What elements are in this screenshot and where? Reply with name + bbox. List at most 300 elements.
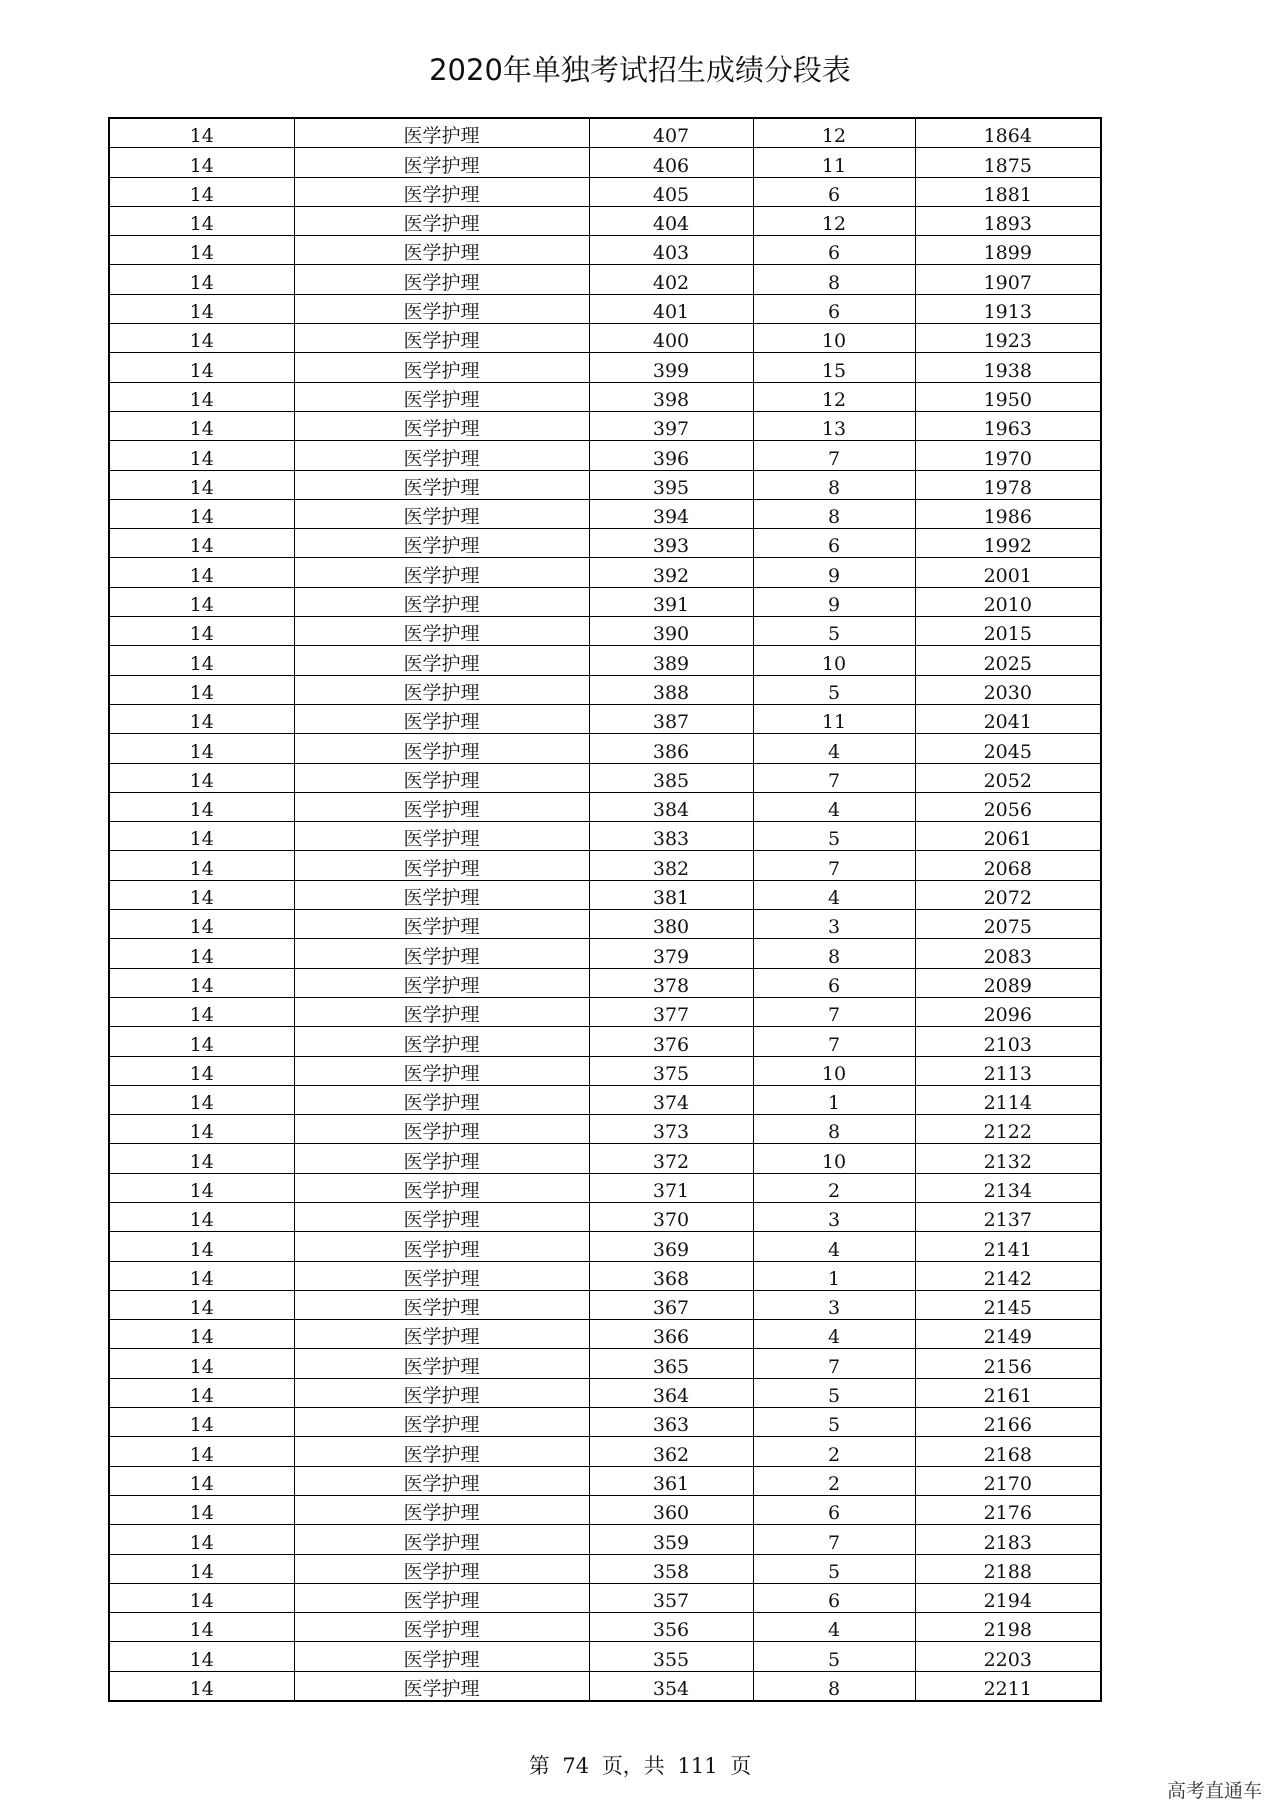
cumulative-cell: 1963 (915, 411, 1101, 440)
count-cell: 1 (753, 1085, 915, 1114)
count-cell: 9 (753, 587, 915, 616)
category-cell: 14 (109, 1349, 294, 1378)
category-cell: 14 (109, 1115, 294, 1144)
count-cell: 10 (753, 1144, 915, 1173)
count-cell: 6 (753, 968, 915, 997)
category-cell: 14 (109, 1232, 294, 1261)
score-cell: 355 (589, 1642, 753, 1671)
major-cell: 医学护理 (294, 411, 589, 440)
major-cell: 医学护理 (294, 1613, 589, 1642)
count-cell: 7 (753, 851, 915, 880)
count-cell: 4 (753, 734, 915, 763)
score-cell: 406 (589, 148, 753, 177)
cumulative-cell: 2188 (915, 1554, 1101, 1583)
category-cell: 14 (109, 968, 294, 997)
footer-page-suffix: 页 (730, 1754, 752, 1778)
category-cell: 14 (109, 617, 294, 646)
score-cell: 398 (589, 382, 753, 411)
cumulative-cell: 2089 (915, 968, 1101, 997)
count-cell: 12 (753, 382, 915, 411)
table-row (109, 206, 1101, 235)
table-row (109, 1232, 1101, 1261)
cumulative-cell: 2068 (915, 851, 1101, 880)
score-cell: 364 (589, 1378, 753, 1407)
category-cell: 14 (109, 880, 294, 909)
count-cell: 3 (753, 1290, 915, 1319)
count-cell: 4 (753, 1320, 915, 1349)
category-cell: 14 (109, 1056, 294, 1085)
count-cell: 6 (753, 1495, 915, 1524)
major-cell: 医学护理 (294, 1290, 589, 1319)
major-cell: 医学护理 (294, 1378, 589, 1407)
count-cell: 10 (753, 1056, 915, 1085)
cumulative-cell: 2134 (915, 1173, 1101, 1202)
category-cell: 14 (109, 1173, 294, 1202)
category-cell: 14 (109, 1437, 294, 1466)
cumulative-cell: 2168 (915, 1437, 1101, 1466)
page-footer (0, 1750, 1280, 1780)
category-cell: 14 (109, 470, 294, 499)
category-cell: 14 (109, 1583, 294, 1612)
category-cell: 14 (109, 939, 294, 968)
table-row (109, 236, 1101, 265)
cumulative-cell: 2203 (915, 1642, 1101, 1671)
score-cell: 371 (589, 1173, 753, 1202)
score-cell: 395 (589, 470, 753, 499)
cumulative-cell: 2161 (915, 1378, 1101, 1407)
count-cell: 8 (753, 265, 915, 294)
major-cell: 医学护理 (294, 1232, 589, 1261)
score-cell: 385 (589, 763, 753, 792)
count-cell: 2 (753, 1466, 915, 1495)
count-cell: 8 (753, 1671, 915, 1701)
major-cell: 医学护理 (294, 1437, 589, 1466)
category-cell: 14 (109, 734, 294, 763)
score-cell: 384 (589, 792, 753, 821)
cumulative-cell: 1899 (915, 236, 1101, 265)
score-cell: 362 (589, 1437, 753, 1466)
major-cell: 医学护理 (294, 1144, 589, 1173)
count-cell: 7 (753, 997, 915, 1026)
major-cell: 医学护理 (294, 792, 589, 821)
score-cell: 390 (589, 617, 753, 646)
cumulative-cell: 2061 (915, 822, 1101, 851)
major-cell: 医学护理 (294, 1027, 589, 1056)
table-row (109, 675, 1101, 704)
count-cell: 6 (753, 236, 915, 265)
major-cell: 医学护理 (294, 529, 589, 558)
table-row (109, 792, 1101, 821)
count-cell: 6 (753, 1583, 915, 1612)
major-cell: 医学护理 (294, 1202, 589, 1231)
major-cell: 医学护理 (294, 968, 589, 997)
cumulative-cell: 2025 (915, 646, 1101, 675)
table-row (109, 763, 1101, 792)
major-cell: 医学护理 (294, 1173, 589, 1202)
category-cell: 14 (109, 499, 294, 528)
table-row (109, 1115, 1101, 1144)
category-cell: 14 (109, 822, 294, 851)
count-cell: 8 (753, 499, 915, 528)
category-cell: 14 (109, 646, 294, 675)
cumulative-cell: 1978 (915, 470, 1101, 499)
cumulative-cell: 2211 (915, 1671, 1101, 1701)
category-cell: 14 (109, 177, 294, 206)
major-cell: 医学护理 (294, 324, 589, 353)
table-row (109, 587, 1101, 616)
cumulative-cell: 1893 (915, 206, 1101, 235)
category-cell: 14 (109, 1613, 294, 1642)
score-cell: 373 (589, 1115, 753, 1144)
table-row (109, 880, 1101, 909)
count-cell: 7 (753, 1027, 915, 1056)
category-cell: 14 (109, 763, 294, 792)
major-cell: 医学护理 (294, 294, 589, 323)
count-cell: 4 (753, 1232, 915, 1261)
cumulative-cell: 1881 (915, 177, 1101, 206)
category-cell: 14 (109, 265, 294, 294)
score-cell: 383 (589, 822, 753, 851)
cumulative-cell: 2103 (915, 1027, 1101, 1056)
category-cell: 14 (109, 792, 294, 821)
major-cell: 医学护理 (294, 177, 589, 206)
count-cell: 5 (753, 617, 915, 646)
count-cell: 15 (753, 353, 915, 382)
major-cell: 医学护理 (294, 1495, 589, 1524)
major-cell: 医学护理 (294, 1642, 589, 1671)
count-cell: 7 (753, 1349, 915, 1378)
score-cell: 380 (589, 910, 753, 939)
major-cell: 医学护理 (294, 1466, 589, 1495)
score-cell: 400 (589, 324, 753, 353)
count-cell: 6 (753, 177, 915, 206)
major-cell: 医学护理 (294, 1056, 589, 1085)
cumulative-cell: 1923 (915, 324, 1101, 353)
table-row (109, 1583, 1101, 1612)
count-cell: 5 (753, 675, 915, 704)
category-cell: 14 (109, 1525, 294, 1554)
count-cell: 6 (753, 529, 915, 558)
table-row (109, 968, 1101, 997)
cumulative-cell: 2056 (915, 792, 1101, 821)
category-cell: 14 (109, 324, 294, 353)
category-cell: 14 (109, 148, 294, 177)
score-cell: 394 (589, 499, 753, 528)
category-cell: 14 (109, 675, 294, 704)
count-cell: 5 (753, 1378, 915, 1407)
major-cell: 医学护理 (294, 470, 589, 499)
score-cell: 391 (589, 587, 753, 616)
table-row (109, 294, 1101, 323)
category-cell: 14 (109, 118, 294, 148)
footer-page-prefix: 第 (528, 1754, 550, 1778)
cumulative-cell: 2132 (915, 1144, 1101, 1173)
score-cell: 354 (589, 1671, 753, 1701)
count-cell: 5 (753, 1642, 915, 1671)
count-cell: 3 (753, 910, 915, 939)
count-cell: 6 (753, 294, 915, 323)
count-cell: 2 (753, 1173, 915, 1202)
major-cell: 医学护理 (294, 1349, 589, 1378)
category-cell: 14 (109, 558, 294, 587)
cumulative-cell: 1986 (915, 499, 1101, 528)
major-cell: 医学护理 (294, 148, 589, 177)
table-row (109, 118, 1101, 148)
table-row (109, 353, 1101, 382)
major-cell: 医学护理 (294, 587, 589, 616)
score-cell: 402 (589, 265, 753, 294)
major-cell: 医学护理 (294, 851, 589, 880)
major-cell: 医学护理 (294, 617, 589, 646)
major-cell: 医学护理 (294, 1261, 589, 1290)
count-cell: 4 (753, 1613, 915, 1642)
cumulative-cell: 2113 (915, 1056, 1101, 1085)
cumulative-cell: 1864 (915, 118, 1101, 148)
score-cell: 401 (589, 294, 753, 323)
major-cell: 医学护理 (294, 822, 589, 851)
table-row (109, 382, 1101, 411)
count-cell: 9 (753, 558, 915, 587)
score-table (108, 117, 1102, 1702)
count-cell: 5 (753, 822, 915, 851)
score-cell: 378 (589, 968, 753, 997)
table-row (109, 1349, 1101, 1378)
table-row (109, 529, 1101, 558)
score-cell: 382 (589, 851, 753, 880)
cumulative-cell: 2072 (915, 880, 1101, 909)
score-cell: 403 (589, 236, 753, 265)
major-cell: 医学护理 (294, 1525, 589, 1554)
score-cell: 365 (589, 1349, 753, 1378)
cumulative-cell: 2149 (915, 1320, 1101, 1349)
table-row (109, 441, 1101, 470)
score-cell: 393 (589, 529, 753, 558)
score-cell: 374 (589, 1085, 753, 1114)
count-cell: 12 (753, 118, 915, 148)
cumulative-cell: 2176 (915, 1495, 1101, 1524)
score-cell: 372 (589, 1144, 753, 1173)
major-cell: 医学护理 (294, 646, 589, 675)
category-cell: 14 (109, 587, 294, 616)
cumulative-cell: 2183 (915, 1525, 1101, 1554)
table-row (109, 1202, 1101, 1231)
score-cell: 357 (589, 1583, 753, 1612)
count-cell: 7 (753, 763, 915, 792)
major-cell: 医学护理 (294, 704, 589, 733)
table-row (109, 851, 1101, 880)
table-row (109, 1173, 1101, 1202)
footer-page-separator: 页，共 (601, 1754, 665, 1778)
category-cell: 14 (109, 851, 294, 880)
table-row (109, 1378, 1101, 1407)
cumulative-cell: 2083 (915, 939, 1101, 968)
major-cell: 医学护理 (294, 1085, 589, 1114)
table-row (109, 1642, 1101, 1671)
table-row (109, 1437, 1101, 1466)
table-row (109, 1554, 1101, 1583)
category-cell: 14 (109, 1408, 294, 1437)
cumulative-cell: 1992 (915, 529, 1101, 558)
major-cell: 医学护理 (294, 910, 589, 939)
cumulative-cell: 2194 (915, 1583, 1101, 1612)
major-cell: 医学护理 (294, 499, 589, 528)
major-cell: 医学护理 (294, 558, 589, 587)
footer-total-pages: 111 (677, 1754, 718, 1778)
cumulative-cell: 2122 (915, 1115, 1101, 1144)
major-cell: 医学护理 (294, 1671, 589, 1701)
cumulative-cell: 2010 (915, 587, 1101, 616)
score-cell: 358 (589, 1554, 753, 1583)
category-cell: 14 (109, 1671, 294, 1701)
category-cell: 14 (109, 910, 294, 939)
table-row (109, 1085, 1101, 1114)
category-cell: 14 (109, 1554, 294, 1583)
table-row (109, 734, 1101, 763)
score-cell: 370 (589, 1202, 753, 1231)
table-row (109, 646, 1101, 675)
table-row (109, 617, 1101, 646)
table-row (109, 910, 1101, 939)
table-row (109, 1525, 1101, 1554)
score-cell: 387 (589, 704, 753, 733)
table-row (109, 411, 1101, 440)
score-cell: 376 (589, 1027, 753, 1056)
category-cell: 14 (109, 1261, 294, 1290)
count-cell: 7 (753, 1525, 915, 1554)
cumulative-cell: 2141 (915, 1232, 1101, 1261)
cumulative-cell: 2041 (915, 704, 1101, 733)
count-cell: 4 (753, 792, 915, 821)
table-row (109, 1408, 1101, 1437)
score-cell: 367 (589, 1290, 753, 1319)
table-row (109, 1290, 1101, 1319)
table-row (109, 997, 1101, 1026)
major-cell: 医学护理 (294, 763, 589, 792)
score-cell: 377 (589, 997, 753, 1026)
cumulative-cell: 2170 (915, 1466, 1101, 1495)
table-row (109, 1056, 1101, 1085)
cumulative-cell: 1970 (915, 441, 1101, 470)
cumulative-cell: 2145 (915, 1290, 1101, 1319)
category-cell: 14 (109, 294, 294, 323)
score-cell: 381 (589, 880, 753, 909)
cumulative-cell: 1913 (915, 294, 1101, 323)
table-row (109, 1495, 1101, 1524)
major-cell: 医学护理 (294, 1583, 589, 1612)
table-row (109, 324, 1101, 353)
major-cell: 医学护理 (294, 441, 589, 470)
count-cell: 1 (753, 1261, 915, 1290)
major-cell: 医学护理 (294, 1408, 589, 1437)
category-cell: 14 (109, 704, 294, 733)
table-row (109, 558, 1101, 587)
score-cell: 361 (589, 1466, 753, 1495)
category-cell: 14 (109, 1320, 294, 1349)
count-cell: 12 (753, 206, 915, 235)
score-cell: 396 (589, 441, 753, 470)
cumulative-cell: 1938 (915, 353, 1101, 382)
score-cell: 368 (589, 1261, 753, 1290)
score-cell: 405 (589, 177, 753, 206)
score-cell: 366 (589, 1320, 753, 1349)
cumulative-cell: 1950 (915, 382, 1101, 411)
count-cell: 10 (753, 324, 915, 353)
table-body (109, 118, 1101, 1701)
major-cell: 医学护理 (294, 675, 589, 704)
count-cell: 11 (753, 148, 915, 177)
score-cell: 389 (589, 646, 753, 675)
score-cell: 356 (589, 1613, 753, 1642)
category-cell: 14 (109, 1642, 294, 1671)
score-cell: 404 (589, 206, 753, 235)
table-row (109, 1671, 1101, 1701)
score-cell: 386 (589, 734, 753, 763)
cumulative-cell: 2166 (915, 1408, 1101, 1437)
table-row (109, 1466, 1101, 1495)
cumulative-cell: 2198 (915, 1613, 1101, 1642)
major-cell: 医学护理 (294, 382, 589, 411)
table-row (109, 1144, 1101, 1173)
count-cell: 7 (753, 441, 915, 470)
table-row (109, 470, 1101, 499)
table-row (109, 265, 1101, 294)
count-cell: 13 (753, 411, 915, 440)
table-row (109, 177, 1101, 206)
score-cell: 363 (589, 1408, 753, 1437)
major-cell: 医学护理 (294, 1554, 589, 1583)
major-cell: 医学护理 (294, 1320, 589, 1349)
table-row (109, 939, 1101, 968)
category-cell: 14 (109, 1495, 294, 1524)
table-row (109, 148, 1101, 177)
table-row (109, 704, 1101, 733)
cumulative-cell: 2075 (915, 910, 1101, 939)
category-cell: 14 (109, 236, 294, 265)
count-cell: 3 (753, 1202, 915, 1231)
score-cell: 360 (589, 1495, 753, 1524)
count-cell: 5 (753, 1554, 915, 1583)
category-cell: 14 (109, 1085, 294, 1114)
major-cell: 医学护理 (294, 997, 589, 1026)
table-row (109, 822, 1101, 851)
category-cell: 14 (109, 529, 294, 558)
cumulative-cell: 2045 (915, 734, 1101, 763)
cumulative-cell: 2142 (915, 1261, 1101, 1290)
category-cell: 14 (109, 1144, 294, 1173)
category-cell: 14 (109, 1378, 294, 1407)
cumulative-cell: 2096 (915, 997, 1101, 1026)
category-cell: 14 (109, 1466, 294, 1495)
major-cell: 医学护理 (294, 353, 589, 382)
score-cell: 388 (589, 675, 753, 704)
score-cell: 399 (589, 353, 753, 382)
score-cell: 407 (589, 118, 753, 148)
count-cell: 2 (753, 1437, 915, 1466)
major-cell: 医学护理 (294, 1115, 589, 1144)
table-row (109, 1613, 1101, 1642)
count-cell: 8 (753, 939, 915, 968)
table-row (109, 1320, 1101, 1349)
footer-page-number: 74 (562, 1754, 590, 1778)
cumulative-cell: 2015 (915, 617, 1101, 646)
table-row (109, 1261, 1101, 1290)
score-cell: 369 (589, 1232, 753, 1261)
major-cell: 医学护理 (294, 265, 589, 294)
major-cell: 医学护理 (294, 939, 589, 968)
count-cell: 4 (753, 880, 915, 909)
category-cell: 14 (109, 411, 294, 440)
table-row (109, 499, 1101, 528)
